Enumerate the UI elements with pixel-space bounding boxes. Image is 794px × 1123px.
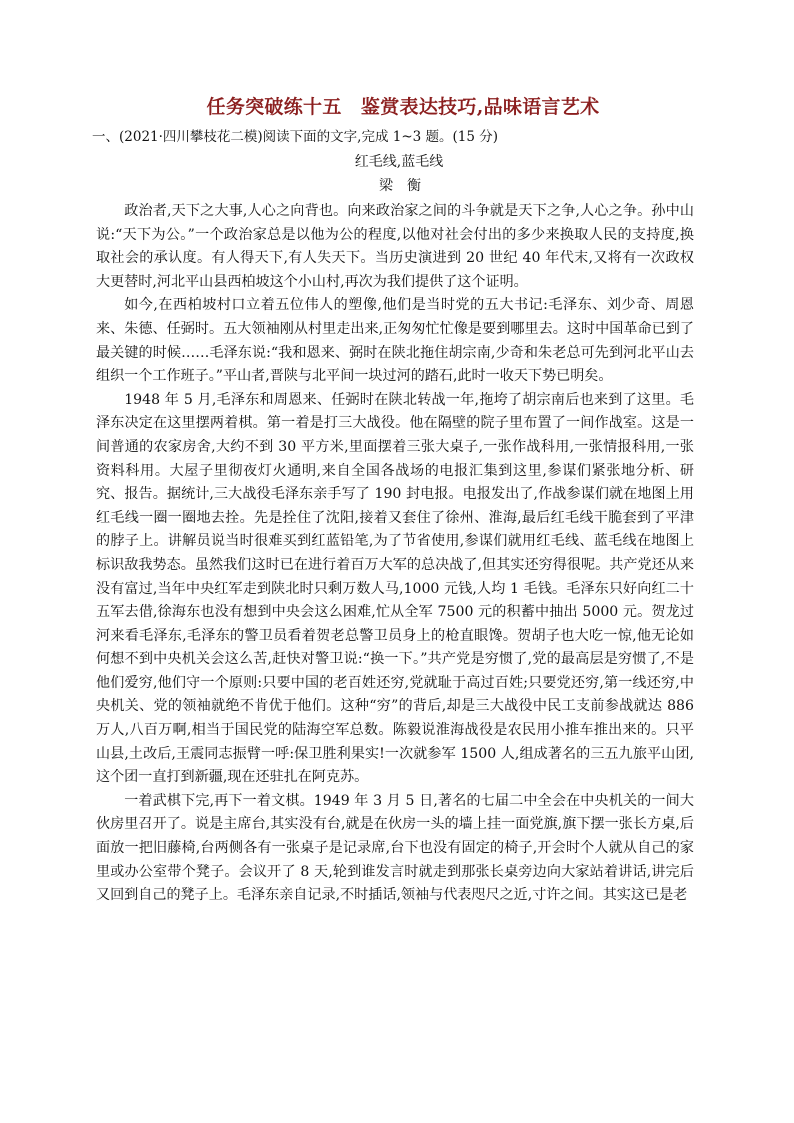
paragraph-2: 如今,在西柏坡村口立着五位伟人的塑像,他们是当时党的五大书记:毛泽东、刘少奇、周恩来、朱德、任弼时。五大领袖刚从村里走出来,正匆匆忙忙像是要到哪里去。这时中国革命已到了最关键的时候……毛泽东说:“我和恩来、弼时在陕北拖住胡宗南,少奇和朱老总可先到河北平山去组织一个工作班子。”平山者,晋陕与北平间一块过河的踏石,此时一收天下势已明矣。	[96, 297, 694, 385]
article-title: 红毛线,蓝毛线	[354, 154, 444, 170]
paragraph-3: 1948 年 5 月,毛泽东和周恩来、任弼时在陕北转战一年,拖垮了胡宗南后也来到了这里。毛泽东决定在这里摆两着棋。第一着是打三大战役。他在隔壁的院子里布置了一间作战室。这是一间普通的农家房舍,大约不到 30 平方米,里面摆着三张大桌子,一张作战科用,一张情报科用,一张资料科用。大屋子里彻夜灯火通明,来自全国各战场的电报汇集到这里,参谋们紧张地分析、研究、报告。据统计,三大战役毛泽东亲手写了 190 封电报。电报发出了,作战参谋们就在地图上用红毛线一圈一圈地去拴。先是拴住了沈阳,接着又套住了徐州、淮海,最后红毛线干脆套到了平津的脖子上。讲解员说当时很难买到红蓝铅笔,为了节省使用,参谋们就用红毛线、蓝毛线在地图上标识敌我势态。虽然我们这时已在进行着百万大军的总决战了,但其实还穷得很呢。共产党还从来没有富过,当年中央红军走到陕北时只剩万数人马,1000 元钱,人均 1 毛钱。毛泽东只好向红二十五军去借,徐海东也没有想到中央会这么困难,忙从全军 7500 元的积蓄中抽出 5000 元。贺龙过河来看毛泽东,毛泽东的警卫员看着贺老总警卫员身上的枪直眼馋。贺胡子也大吃一惊,他无论如何想不到中央机关会这么苦,赶快对警卫说:“换一下。”共产党是穷惯了,党的最高层是穷惯了,不是他们爱穷,他们守一个原则:只要中国的老百姓还穷,党就耻于高过百姓;只要党还穷,第一线还穷,中央机关、党的领袖就绝不肯优于他们。这种“穷”的背后,却是三大战役中民工支前参战就达 886 万人,八百万啊,相当于国民党的陆海空军总数。陈毅说淮海战役是农民用小推车推出来的。只平山县,土改后,王震同志振臂一呼:保卫胜利果实!一次就参军 1500 人,组成著名的三五九旅平山团,这个团一直打到新疆,现在还驻扎在阿克苏。	[96, 391, 694, 786]
article-author: 梁衡	[379, 178, 435, 194]
paragraph-4: 一着武棋下完,再下一着文棋。1949 年 3 月 5 日,著名的七届二中全会在中央机关的一间大伙房里召开了。说是主席台,其实没有台,就是在伙房一头的墙上挂一面党旗,旗下摆一张长方桌,后面放一把旧藤椅,台两侧各有一张桌子是记录席,台下也没有固定的椅子,开会时个人就从自己的家里或办公室带个凳子。会议开了 8 天,轮到谁发言时就走到那张长桌旁边向大家站着讲话,讲完后又回到自己的凳子上。毛泽东亲自记录,不时插话,领袖与代表咫尺之近,寸许之间。其实这已是老	[96, 792, 694, 904]
question-header: 一、(2021·四川攀枝花二模)阅读下面的文字,完成 1~3 题。(15 分)	[92, 129, 499, 145]
page-title: 任务突破练十五 鉴赏表达技巧,品味语言艺术	[206, 96, 600, 118]
paragraph-1: 政治者,天下之大事,人心之向背也。向来政治家之间的斗争就是天下之争,人心之争。孙中山说:“天下为公。”一个政治家总是以他为公的程度,以他对社会付出的多少来换取人民的支持度,换取社会的承认度。有人得天下,有人失天下。当历史演进到 20 世纪 40 年代末,又将有一次政权大更替时,河北平山县西柏坡这个小山村,再次为我们提供了这个证明。	[96, 203, 694, 290]
article-body	[96, 200, 694, 908]
